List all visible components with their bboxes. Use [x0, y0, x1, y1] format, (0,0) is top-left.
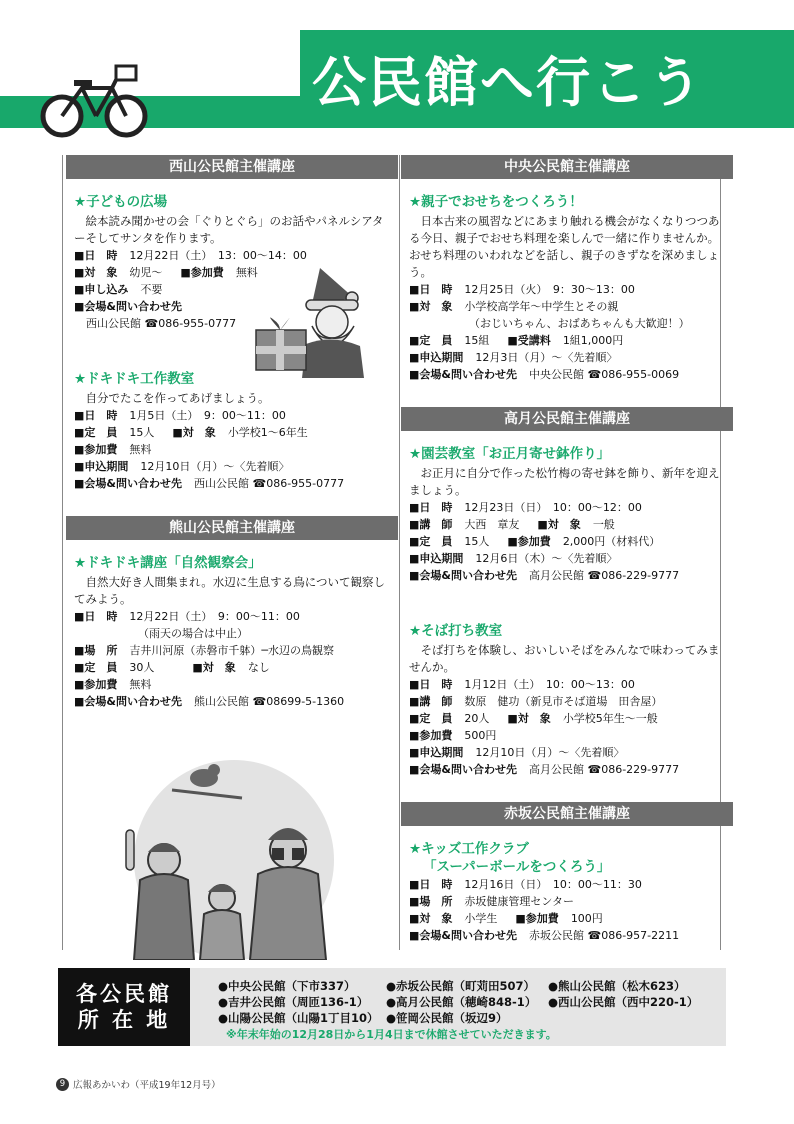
right-column — [409, 155, 725, 944]
info-row: ■日 時 1月12日（土） 10：00～13：00 — [409, 678, 635, 691]
course-description: 自分でたこを作ってあげましょう。 — [85, 391, 270, 405]
info-row: ■日 時 12月23日（日） 10：00～12：00 — [409, 501, 642, 514]
info-row: ■参加費 無料 — [74, 678, 152, 691]
info-row: ■定 員 15人 ■参加費 2,000円（材料代） — [409, 535, 661, 548]
location-item: ●赤坂公民館（町苅田507） — [386, 979, 536, 993]
info-note: （雨天の場合は中止） — [138, 627, 248, 640]
course-title: ★ドキドキ工作教室 — [74, 371, 195, 387]
info-row: ■会場&問い合わせ先 — [74, 300, 182, 313]
info-row: ■申込期間 12月3日（月）～〈先着順〉 — [409, 351, 618, 364]
page-title: 公民館へ行こう — [312, 51, 704, 114]
info-row: ■参加費 無料 — [74, 443, 152, 456]
info-row: ■対 象 小学生 ■参加費 100円 — [409, 912, 603, 925]
info-row: ■申込期間 12月10日（月）～〈先着順〉 — [74, 460, 290, 473]
info-row: ■申し込み 不要 — [74, 283, 163, 296]
section-band-chuo: 中央公民館主催講座 — [401, 155, 733, 179]
info-row: ■講 師 大西 章友 ■対 象 一般 — [409, 518, 615, 531]
info-row: ■対 象 幼児～ ■参加費 無料 — [74, 266, 258, 279]
course-title: ★園芸教室「お正月寄せ鉢作り」 — [409, 446, 611, 462]
info-row: ■講 師 数原 健功（新見市そば道場 田舎屋） — [409, 695, 663, 708]
info-row: ■日 時 12月22日（土） 13：00～14：00 — [74, 249, 307, 262]
section-band-nishiyama: 西山公民館主催講座 — [66, 155, 398, 179]
page-number: 9 — [56, 1078, 69, 1091]
location-item: ●笹岡公民館（坂辺9） — [386, 1011, 508, 1025]
info-row: ■会場&問い合わせ先 高月公民館 ☎086-229-9777 — [409, 763, 680, 776]
locations-label: 各公民館 所 在 地 — [58, 968, 190, 1046]
closure-notice: ※年末年始の12月28日から1月4日まで休館させていただきます。 — [226, 1028, 557, 1041]
info-row: ■日 時 12月22日（土） 9：00～11：00 — [74, 610, 300, 623]
course-title: ★子どもの広場 — [74, 194, 168, 210]
info-row: ■定 員 15組 ■受講料 1組1,000円 — [409, 334, 624, 347]
publication-name: 広報あかいわ（平成19年12月号） — [73, 1080, 221, 1091]
location-item: ●熊山公民館（松木623） — [548, 979, 686, 993]
info-row: ■定 員 20人 ■対 象 小学校5年生～一般 — [409, 712, 658, 725]
info-row: ■会場&問い合わせ先 中央公民館 ☎086-955-0069 — [409, 368, 680, 381]
santa-illustration — [250, 260, 370, 380]
info-row: ■場 所 赤坂健康管理センター — [409, 895, 574, 908]
location-item: ●中央公民館（下市337） — [218, 979, 356, 993]
birdwatchers-illustration — [112, 740, 347, 960]
course-description: 自然大好き人間集まれ。水辺に生息する鳥について観察してみよう。 — [74, 575, 385, 606]
info-row: ■日 時 12月25日（火） 9：30～13：00 — [409, 283, 635, 296]
course-description: そば打ちを体験し、おいしいそばをみんなで味わってみませんか。 — [409, 643, 720, 674]
location-item: ●吉井公民館（周匝136-1） — [218, 995, 369, 1009]
course-title: ★そば打ち教室 — [409, 623, 503, 639]
section-band-takatsuki: 高月公民館主催講座 — [401, 407, 733, 431]
course-description: 日本古来の風習などにあまり触れる機会がなくなりつつある今日、親子でおせち料理を楽しんで一緒に作りませんか。おせち料理のいわれなどを話し、親子のきずなを深めましょう。 — [409, 214, 720, 279]
info-row: ■日 時 1月5日（土） 9：00～11：00 — [74, 409, 286, 422]
course-description: お正月に自分で作った松竹梅の寄せ鉢を飾り、新年を迎えましょう。 — [409, 466, 720, 497]
column-divider — [399, 155, 400, 950]
course-subtitle: 「スーパーボールをつくろう」 — [423, 859, 611, 875]
info-row: ■会場&問い合わせ先 熊山公民館 ☎08699-5-1360 — [74, 695, 345, 708]
info-row: ■参加費 500円 — [409, 729, 497, 742]
location-item: ●山陽公民館（山陽1丁目10） — [218, 1011, 379, 1025]
course-title: ★ドキドキ講座「自然観察会」 — [74, 555, 262, 571]
info-row: ■申込期間 12月10日（月）～〈先着順〉 — [409, 746, 625, 759]
left-column — [74, 155, 390, 710]
section-band-kumayama: 熊山公民館主催講座 — [66, 516, 398, 540]
contact-value: 西山公民館 ☎086-955-0777 — [86, 317, 237, 330]
info-row: ■定 員 30人 ■対 象 なし — [74, 661, 270, 674]
course-title: ★キッズ工作クラブ — [409, 841, 529, 857]
page-footer — [56, 1077, 221, 1091]
location-item: ●高月公民館（穂崎848-1） — [386, 995, 537, 1009]
location-item: ●西山公民館（西中220-1） — [548, 995, 699, 1009]
info-row: ■場 所 吉井川河原（赤磐市千躰）─水辺の鳥観察 — [74, 644, 335, 657]
info-row: ■対 象 小学校高学年～中学生とその親 — [409, 300, 619, 313]
section-band-akasaka: 赤坂公民館主催講座 — [401, 802, 733, 826]
info-row: ■日 時 12月16日（日） 10：00～11：30 — [409, 878, 642, 891]
info-row: ■申込期間 12月6日（木）～〈先着順〉 — [409, 552, 618, 565]
info-row: ■会場&問い合わせ先 西山公民館 ☎086-955-0777 — [74, 477, 345, 490]
info-row: ■会場&問い合わせ先 赤坂公民館 ☎086-957-2211 — [409, 929, 680, 942]
course-description: 絵本読み聞かせの会「ぐりとぐら」のお話やパネルシアターそしてサンタを作ります。 — [74, 214, 384, 245]
column-rule — [62, 155, 63, 950]
course-title: ★親子でおせちをつくろう！ — [409, 194, 583, 210]
info-row: ■会場&問い合わせ先 高月公民館 ☎086-229-9777 — [409, 569, 680, 582]
info-note: （おじいちゃん、おばあちゃんも大歓迎！） — [469, 317, 690, 330]
bicycle-icon — [40, 62, 150, 140]
info-row: ■定 員 15人 ■対 象 小学校1～6年生 — [74, 426, 308, 439]
